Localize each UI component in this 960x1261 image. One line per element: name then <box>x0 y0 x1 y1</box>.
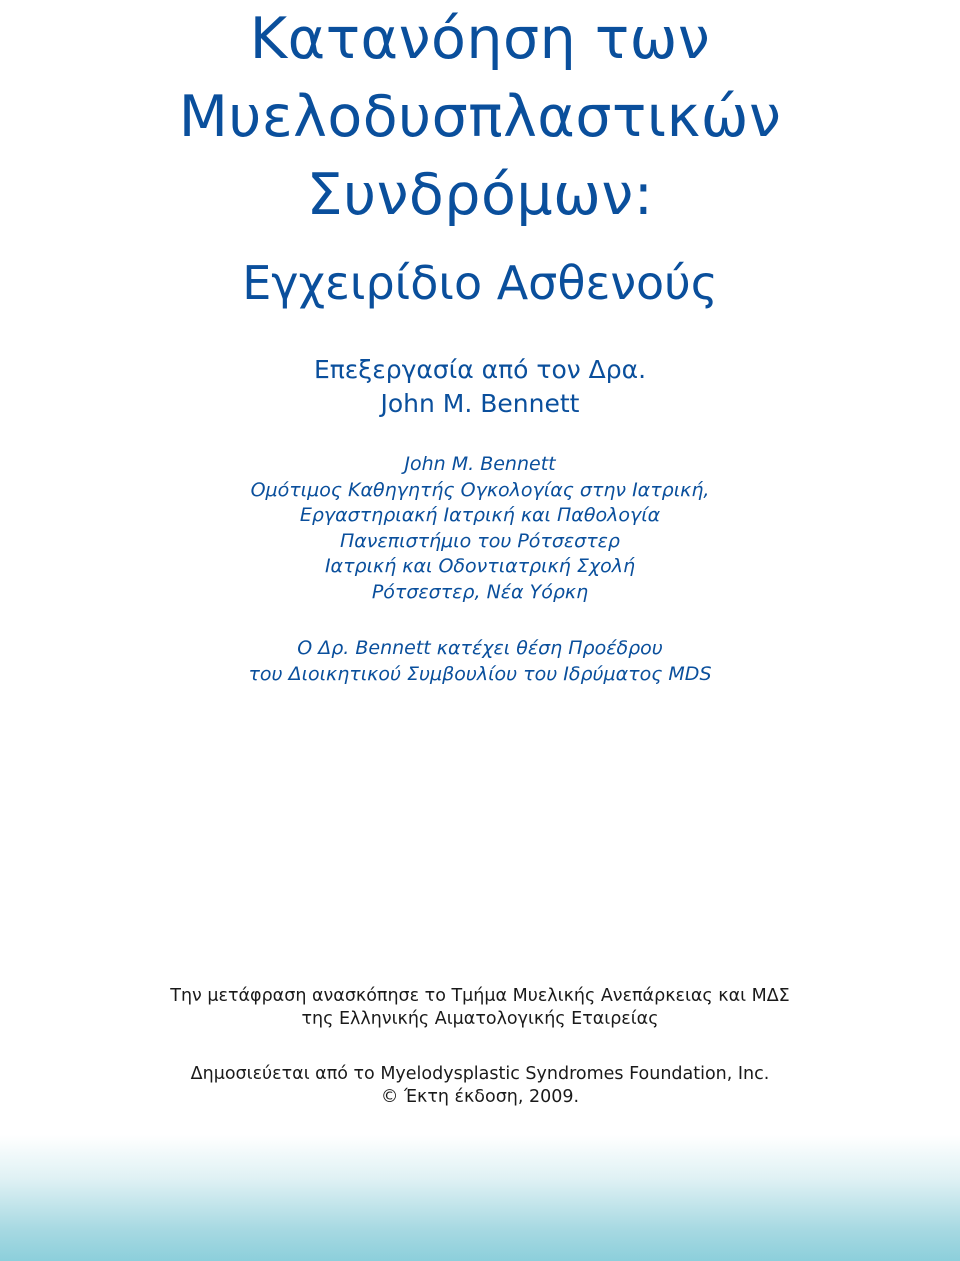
author-line-5: Ιατρική και Οδοντιατρική Σχολή <box>324 555 636 577</box>
decorative-gradient-band <box>0 1135 960 1261</box>
author-line-2: Ομότιμος Καθηγητής Ογκολογίας στην Ιατρική, <box>250 478 710 501</box>
publisher-info <box>0 1063 960 1109</box>
title-line-3: Συνδρόμων: <box>306 162 654 228</box>
edited-by <box>0 353 960 421</box>
copyright-line: © Έκτη έκδοση, 2009. <box>380 1087 580 1107</box>
document-subtitle: Εγχειρίδιο Ασθενούς <box>242 256 718 310</box>
edited-by-line-1: Επεξεργασία από τον Δρα. <box>313 355 647 384</box>
translation-line-2: της Ελληνικής Αιματολογικής Εταιρείας <box>301 1009 659 1029</box>
author-line-1: John M. Bennett <box>404 453 556 475</box>
document-title <box>0 0 960 234</box>
title-line-2: Μυελοδυσπλαστικών <box>178 84 782 150</box>
author-line-4: Πανεπιστήμιο του Ρότσεστερ <box>339 529 620 552</box>
board-chair-note <box>0 635 960 687</box>
title-line-1: Κατανόηση των <box>249 6 711 72</box>
author-affiliation <box>0 452 960 605</box>
author-line-6: Ρότσεστερ, Νέα Υόρκη <box>371 580 589 603</box>
translation-note <box>0 985 960 1031</box>
author-line-3: Εργαστηριακή Ιατρική και Παθολογία <box>299 504 661 526</box>
chair-line-2: του Διοικητικού Συμβουλίου του Ιδρύματος MDS <box>248 663 712 685</box>
edited-by-line-2: John M. Bennett <box>380 389 580 418</box>
chair-line-1: Ο Δρ. Bennett κατέχει θέση Προέδρου <box>297 637 663 659</box>
publisher-line-1: Δημοσιεύεται από το Myelodysplastic Syndromes Foundation, Inc. <box>190 1064 770 1084</box>
translation-line-1: Την μετάφραση ανασκόπησε το Τμήμα Μυελικής Ανεπάρκειας και ΜΔΣ <box>170 986 790 1006</box>
